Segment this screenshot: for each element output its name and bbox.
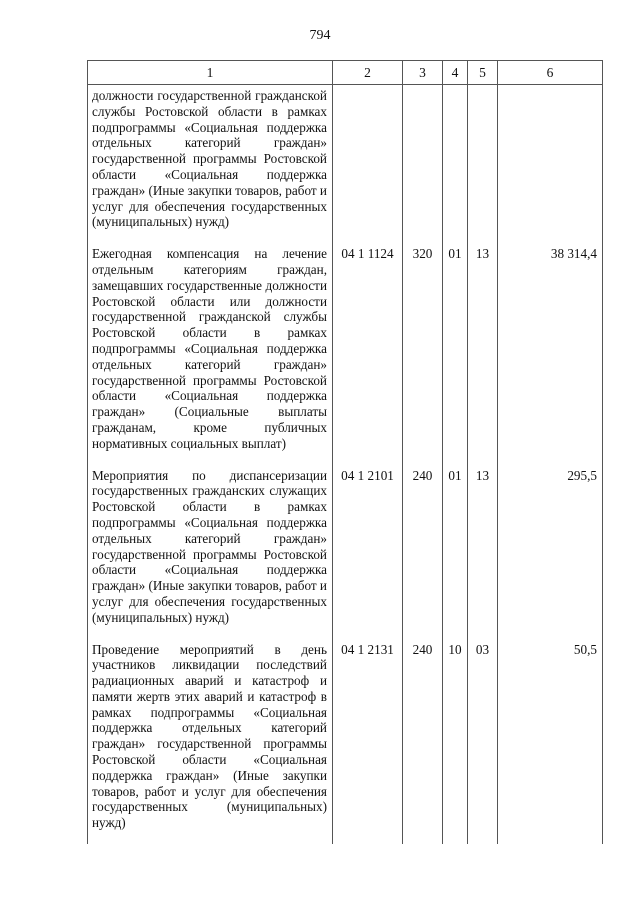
row-expense-type — [403, 85, 443, 244]
budget-table — [87, 60, 603, 844]
row-expense-type: 240 — [403, 639, 443, 845]
row-description: Ежегодная компенсация на лечение отдельным категориям граждан, замещавших государственные должности Ростовской области или должности государственной гражданской службы Ростовской области в рамках подпрограммы «Социальная поддержка отдельных категорий граждан» государственной программы Ростовской области «Социальная поддержка граждан» (Социальные выплаты гражданам, кроме публичных нормативных социальных выплат) — [88, 243, 333, 464]
row-subsection — [468, 85, 498, 244]
row-subsection: 03 — [468, 639, 498, 845]
row-amount: 295,5 — [498, 465, 603, 639]
row-section: 10 — [443, 639, 468, 845]
table-row — [88, 465, 603, 639]
column-header-3: 3 — [403, 61, 443, 85]
row-amount — [498, 85, 603, 244]
column-header-5: 5 — [468, 61, 498, 85]
column-header-6: 6 — [498, 61, 603, 85]
row-target-code: 04 1 1124 — [333, 243, 403, 464]
row-amount: 50,5 — [498, 639, 603, 845]
row-subsection: 13 — [468, 243, 498, 464]
page-number: 794 — [309, 28, 331, 43]
row-section — [443, 85, 468, 244]
table-header-row — [88, 61, 603, 85]
row-target-code: 04 1 2131 — [333, 639, 403, 845]
row-target-code: 04 1 2101 — [333, 465, 403, 639]
row-amount: 38 314,4 — [498, 243, 603, 464]
table-row — [88, 85, 603, 244]
column-header-2: 2 — [333, 61, 403, 85]
row-target-code — [333, 85, 403, 244]
row-expense-type: 240 — [403, 465, 443, 639]
row-description: Проведение мероприятий в день участников ликвидации последствий радиационных аварий и катастроф и памяти жертв этих аварий и катастроф в рамках подпрограммы «Социальная поддержка отдельных категорий граждан» государственной программы Ростовской области «Социальная поддержка граждан» (Иные закупки товаров, работ и услуг для обеспечения государственных (муниципальных) нужд) — [88, 639, 333, 845]
row-expense-type: 320 — [403, 243, 443, 464]
row-section: 01 — [443, 465, 468, 639]
row-section: 01 — [443, 243, 468, 464]
row-description: Мероприятия по диспансеризации государственных гражданских служащих Ростовской области в рамках подпрограммы «Социальная поддержка отдельных категорий граждан» государственной программы Ростовской области «Социальная поддержка граждан» (Иные закупки товаров, работ и услуг для обеспечения государственных (муниципальных) нужд) — [88, 465, 333, 639]
column-header-1: 1 — [88, 61, 333, 85]
column-header-4: 4 — [443, 61, 468, 85]
table-row — [88, 639, 603, 845]
row-subsection: 13 — [468, 465, 498, 639]
table-row — [88, 243, 603, 464]
row-description: должности государственной гражданской службы Ростовской области в рамках подпрограммы «Социальная поддержка отдельных категорий граждан» государственной программы Ростовской области «Социальная поддержка граждан» (Иные закупки товаров, работ и услуг для обеспечения государственных (муниципальных) нужд) — [88, 85, 333, 244]
